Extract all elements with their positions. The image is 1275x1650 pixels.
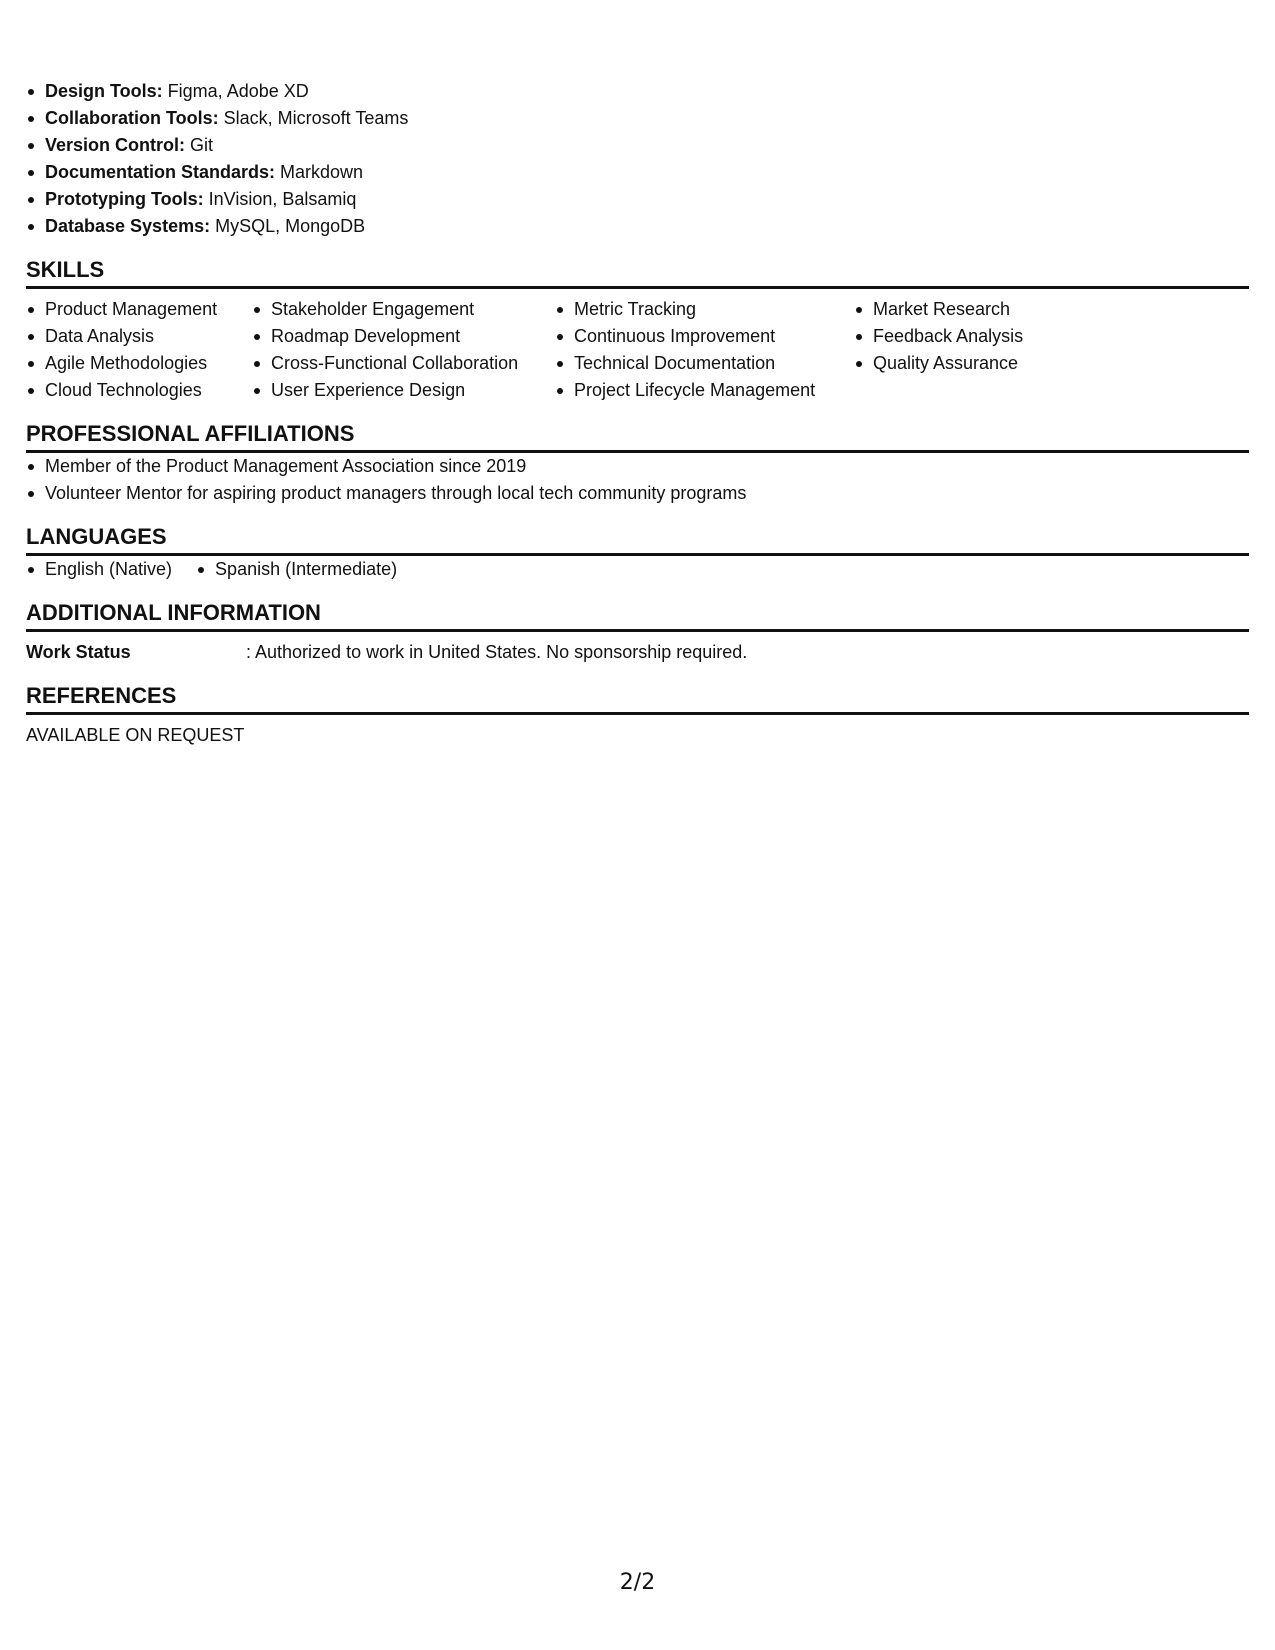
- skills-column: [555, 296, 854, 404]
- list-item: Project Lifecycle Management: [555, 377, 854, 404]
- list-item: [26, 78, 1249, 105]
- tool-value: InVision, Balsamiq: [203, 189, 357, 209]
- list-item: [26, 105, 1249, 132]
- resume-page: [26, 78, 1249, 749]
- skills-column: [252, 296, 555, 404]
- list-item: Member of the Product Management Association since 2019: [26, 453, 1249, 480]
- tool-term: Version Control:: [45, 135, 186, 155]
- page-number: 2/2: [619, 1570, 656, 1595]
- skills-grid: [26, 296, 1249, 404]
- affiliations-section: [26, 420, 1249, 507]
- work-status-row: [26, 639, 1249, 666]
- section-heading: REFERENCES: [26, 682, 1249, 715]
- list-item: [26, 159, 1249, 186]
- list-item: Feedback Analysis: [854, 323, 1154, 350]
- list-item: Data Analysis: [26, 323, 252, 350]
- additional-info-section: [26, 599, 1249, 666]
- languages-section: [26, 523, 1249, 583]
- list-item: English (Native): [26, 556, 172, 583]
- list-item: Roadmap Development: [252, 323, 555, 350]
- list-item: Agile Methodologies: [26, 350, 252, 377]
- list-item: Metric Tracking: [555, 296, 854, 323]
- tool-term: Design Tools:: [45, 81, 163, 101]
- list-item: [26, 132, 1249, 159]
- tool-value: Figma, Adobe XD: [162, 81, 309, 101]
- list-item: Cloud Technologies: [26, 377, 252, 404]
- list-item: Market Research: [854, 296, 1154, 323]
- list-item: User Experience Design: [252, 377, 555, 404]
- section-heading: ADDITIONAL INFORMATION: [26, 599, 1249, 632]
- languages-list: [26, 556, 1249, 583]
- list-item: Technical Documentation: [555, 350, 854, 377]
- tools-list: [26, 78, 1249, 240]
- list-item: [26, 186, 1249, 213]
- skills-section: [26, 256, 1249, 404]
- section-heading: PROFESSIONAL AFFILIATIONS: [26, 420, 1249, 453]
- list-item: Quality Assurance: [854, 350, 1154, 377]
- affiliations-list: [26, 453, 1249, 507]
- tool-term: Collaboration Tools:: [45, 108, 219, 128]
- tool-term: Prototyping Tools:: [45, 189, 204, 209]
- work-status-label: Work Status: [26, 642, 131, 662]
- list-item: Stakeholder Engagement: [252, 296, 555, 323]
- tool-value: Git: [185, 135, 214, 155]
- references-text: AVAILABLE ON REQUEST: [26, 725, 245, 745]
- list-item: Spanish (Intermediate): [196, 556, 397, 583]
- list-item: [26, 213, 1249, 240]
- tool-value: MySQL, MongoDB: [210, 216, 366, 236]
- section-heading: LANGUAGES: [26, 523, 1249, 556]
- list-item: Cross-Functional Collaboration: [252, 350, 555, 377]
- section-heading: SKILLS: [26, 256, 1249, 289]
- tool-term: Database Systems:: [45, 216, 211, 236]
- list-item: Volunteer Mentor for aspiring product managers through local tech community programs: [26, 480, 1249, 507]
- skills-column: [26, 296, 252, 404]
- tool-value: Slack, Microsoft Teams: [218, 108, 409, 128]
- list-item: Product Management: [26, 296, 252, 323]
- list-item: Continuous Improvement: [555, 323, 854, 350]
- tool-value: Markdown: [275, 162, 364, 182]
- tool-term: Documentation Standards:: [45, 162, 276, 182]
- work-status-value: : Authorized to work in United States. No sponsorship required.: [246, 642, 748, 662]
- references-section: [26, 682, 1249, 749]
- skills-column: [854, 296, 1154, 404]
